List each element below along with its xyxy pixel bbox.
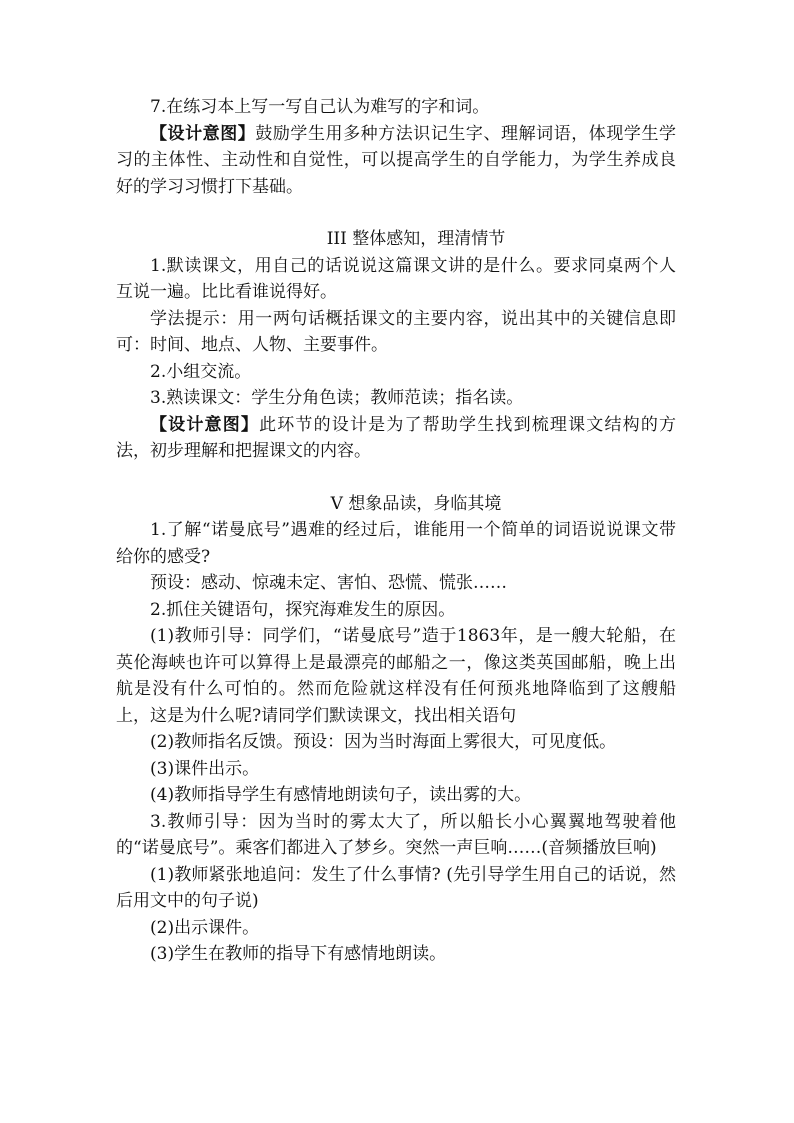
design-intent-label: 【设计意图】	[150, 414, 260, 435]
section3-study-hint: 学法提示：用一两句话概括课文的主要内容，说出其中的关键信息即可：时间、地点、人物、主要事件。	[116, 308, 676, 355]
section-heading-5: V 想象品读，身临其境	[330, 493, 502, 514]
design-intent-label: 【设计意图】	[150, 123, 256, 144]
design-intent-text: 鼓励学生用多种方法识记生字、理解词语，体现学生学习的主体性、主动性和自觉性，可以提高学生的自学能力，为学生养成良好的学习习惯打下基础。	[116, 123, 677, 197]
section5-item-2-2: (2)教师指名反馈。预设：因为当时海面上雾很大，可见度低。	[150, 732, 617, 752]
section5-item-3: 3.教师引导：因为当时的雾太大了，所以船长小心翼翼地驾驶着他的“诺曼底号”。乘客们都进入了梦乡。突然一声巨响……(音频播放巨响)	[116, 811, 676, 858]
design-intent-text: 此环节的设计是为了帮助学生找到梳理课文结构的方法，初步理解和把握课文的内容。	[116, 414, 677, 461]
section3-item-2: 2.小组交流。	[150, 361, 252, 382]
step-7: 7.在练习本上写一写自己认为难写的字和词。	[150, 97, 490, 117]
document-body	[116, 94, 676, 968]
section5-item-3-3: (3)学生在教师的指导下有感情地朗读。	[150, 944, 447, 964]
section5-item-2-3: (3)课件出示。	[150, 758, 260, 779]
section5-item-3-2: (2)出示课件。	[150, 917, 260, 938]
section3-item-1: 1.默读课文，用自己的话说说这篇课文讲的是什么。要求同桌两个人互说一遍。比比看谁说得好。	[116, 255, 676, 302]
section5-item-3-1: (1)教师紧张地追问：发生了什么事情? (先引导学生用自己的话说，然后用文中的句子说)	[116, 864, 676, 911]
section3-item-3: 3.熟读课文：学生分角色读；教师范读；指名读。	[150, 388, 524, 408]
section5-item-1: 1.了解“诺曼底号”遇难的经过后，谁能用一个简单的词语说说课文带给你的感受?	[116, 520, 676, 567]
section5-preset: 预设：感动、惊魂未定、害怕、恐慌、慌张……	[150, 573, 507, 593]
design-intent-paragraph	[116, 121, 676, 201]
section5-item-2-4: (4)教师指导学生有感情地朗读句子，读出雾的大。	[150, 785, 532, 805]
section-heading-3: III 整体感知，理清情节	[326, 229, 506, 249]
section3-design-intent	[116, 412, 676, 465]
section5-item-2: 2.抓住关键语句，探究海难发生的原因。	[150, 599, 456, 620]
section5-item-2-1: (1)教师引导：同学们，“诺曼底号”造于1863年，是一艘大轮船，在英伦海峡也许可以算得上是最漂亮的邮船之一，像这类英国邮船，晚上出航是没有什么可怕的。然而危险就这样没有任何预兆地降临到了这艘船上，这是为什么呢?请同学们默读课文，找出相关语句	[116, 626, 676, 726]
